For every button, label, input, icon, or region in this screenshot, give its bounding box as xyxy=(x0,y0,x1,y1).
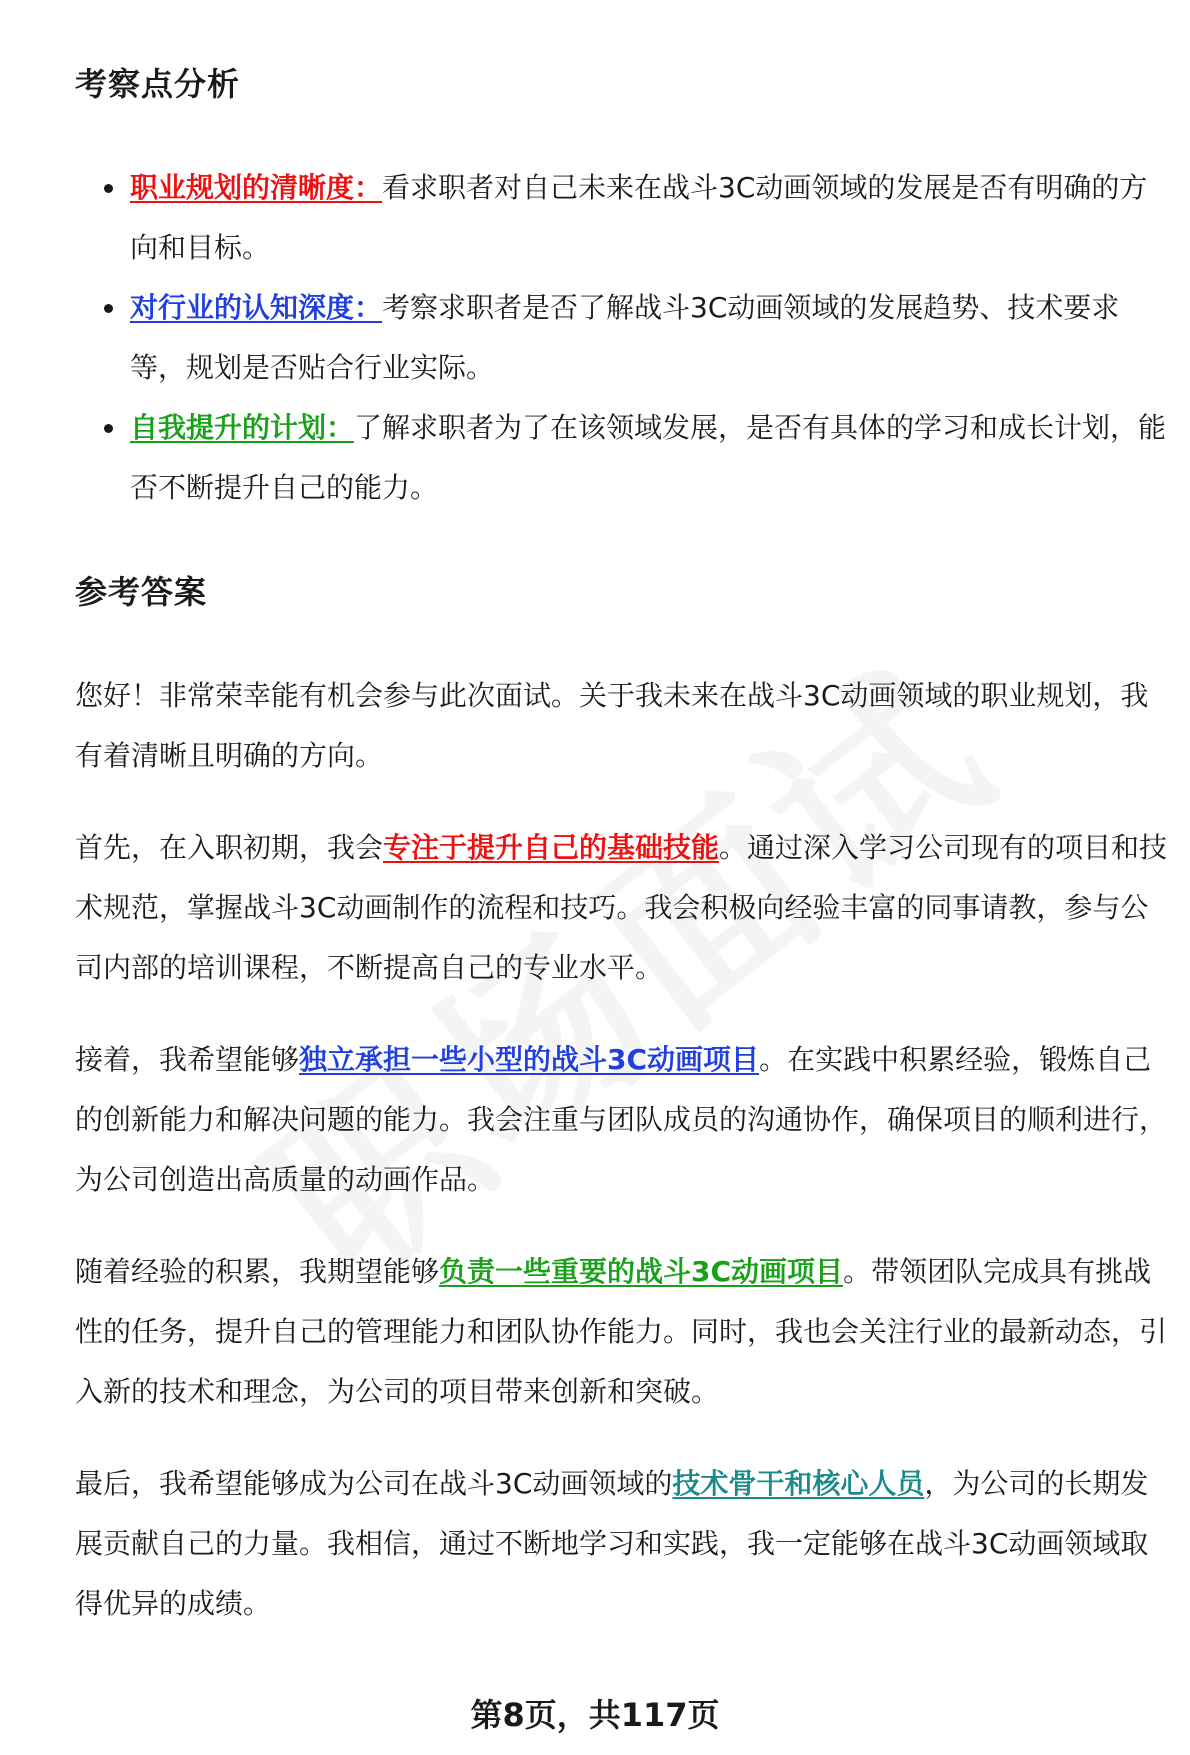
paragraph-text: 首先，在入职初期，我会 xyxy=(75,831,384,864)
answer-paragraph-intro: 您好！非常荣幸能有机会参与此次面试。关于我未来在战斗3C动画领域的职业规划，我有着清晰且明确的方向。 xyxy=(75,679,1149,772)
answer-heading: 参考答案 xyxy=(75,573,208,611)
analysis-list xyxy=(75,158,1175,518)
paragraph-text: 随着经验的积累，我期望能够 xyxy=(75,1255,440,1288)
point-text: 看求职者对自己未来在战斗3C动画领域的发展是否有明确的方向和目标。 xyxy=(130,171,1148,264)
highlight-text: 专注于提升自己的基础技能 xyxy=(383,831,720,864)
answer-paragraph-later xyxy=(75,1242,1175,1422)
highlight-text: 独立承担一些小型的战斗3C动画项目 xyxy=(299,1043,760,1076)
point-label: 对行业的认知深度： xyxy=(130,291,383,324)
paragraph-text: ，为公司的长期发展贡献自己的力量。我相信，通过不断地学习和实践，我一定能够在战斗3C动画领域取得优异的成绩。 xyxy=(75,1467,1149,1620)
answer-paragraph-first xyxy=(75,818,1175,998)
paragraph-text: 接着，我希望能够 xyxy=(75,1043,300,1076)
point-label: 自我提升的计划： xyxy=(130,411,355,444)
list-item xyxy=(130,398,1175,518)
list-item xyxy=(130,278,1175,398)
point-text: 考察求职者是否了解战斗3C动画领域的发展趋势、技术要求等，规划是否贴合行业实际。 xyxy=(130,291,1120,384)
answer-paragraph-next xyxy=(75,1030,1175,1210)
highlight-text: 负责一些重要的战斗3C动画项目 xyxy=(439,1255,844,1288)
content-area xyxy=(75,60,1175,1666)
paragraph-text: 最后，我希望能够成为公司在战斗3C动画领域的 xyxy=(75,1467,673,1500)
point-label: 职业规划的清晰度： xyxy=(130,171,383,204)
list-item xyxy=(130,158,1175,278)
answer-paragraph-final xyxy=(75,1454,1175,1634)
point-text: 了解求职者为了在该领域发展，是否有具体的学习和成长计划，能否不断提升自己的能力。 xyxy=(130,411,1167,504)
paragraph-text: 。通过深入学习公司现有的项目和技术规范，掌握战斗3C动画制作的流程和技巧。我会积极向经验丰富的同事请教，参与公司内部的培训课程，不断提高自己的专业水平。 xyxy=(75,831,1168,984)
paragraph-text: 。在实践中积累经验，锻炼自己的创新能力和解决问题的能力。我会注重与团队成员的沟通协作，确保项目的顺利进行，为公司创造出高质量的动画作品。 xyxy=(75,1043,1168,1196)
analysis-heading: 考察点分析 xyxy=(75,65,241,103)
paragraph-text: 。带领团队完成具有挑战性的任务，提升自己的管理能力和团队协作能力。同时，我也会关注行业的最新动态，引入新的技术和理念，为公司的项目带来创新和突破。 xyxy=(75,1255,1168,1408)
page-number: 第8页，共117页 xyxy=(470,1696,720,1734)
highlight-text: 技术骨干和核心人员 xyxy=(672,1467,925,1500)
